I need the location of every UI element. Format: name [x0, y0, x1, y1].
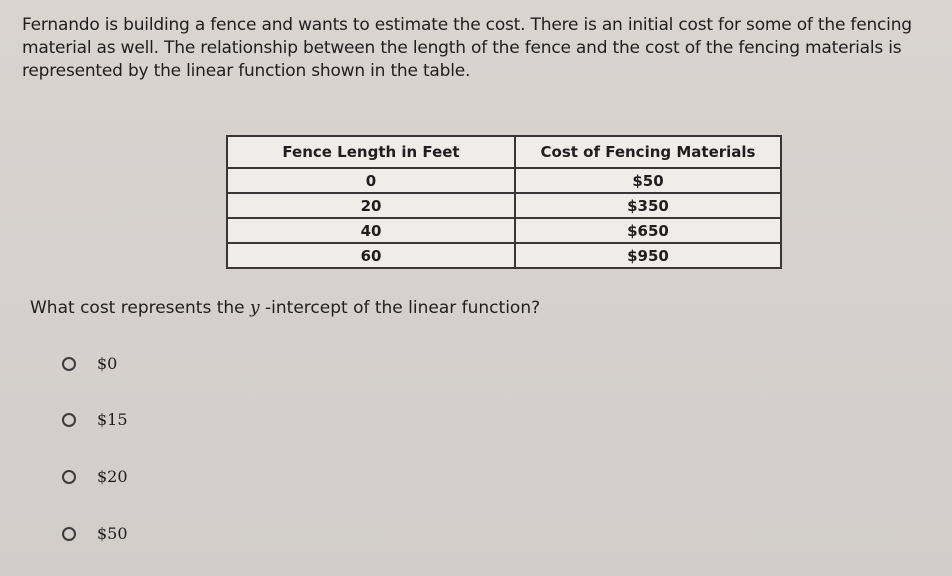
question-text — [30, 297, 540, 320]
answer-option-0[interactable] — [62, 354, 117, 373]
question-lead: What cost represents the — [30, 298, 251, 318]
radio-button[interactable] — [62, 470, 76, 484]
answer-option-20[interactable] — [62, 467, 128, 486]
question-tail: -intercept of the linear function? — [259, 298, 541, 318]
fence-cost-table — [226, 135, 782, 269]
cost-cell: $350 — [515, 193, 781, 218]
answer-label: $15 — [97, 410, 128, 429]
fence-length-cell: 20 — [227, 193, 515, 218]
table-row — [227, 193, 781, 218]
cost-cell: $950 — [515, 243, 781, 268]
answer-option-50[interactable] — [62, 524, 128, 543]
table-row — [227, 218, 781, 243]
table-row — [227, 168, 781, 193]
answer-label: $0 — [97, 354, 118, 373]
fence-length-cell: 0 — [227, 168, 515, 193]
radio-button[interactable] — [62, 413, 76, 427]
radio-button[interactable] — [62, 357, 76, 371]
radio-button[interactable] — [62, 527, 76, 541]
y-variable: y — [250, 298, 260, 318]
answer-label: $20 — [97, 467, 128, 486]
cost-cell: $50 — [515, 168, 781, 193]
cost-header: Cost of Fencing Materials — [515, 136, 781, 168]
answer-label: $50 — [97, 524, 128, 543]
table-header-row — [227, 136, 781, 168]
fence-length-cell: 40 — [227, 218, 515, 243]
fence-length-header: Fence Length in Feet — [227, 136, 515, 168]
cost-cell: $650 — [515, 218, 781, 243]
fence-length-cell: 60 — [227, 243, 515, 268]
problem-passage: Fernando is building a fence and wants to estimate the cost. There is an initial cost for some of the fencing material as well. The relationship between the length of the fence and the cost of the fencing materials is represented by the linear function shown in the table. — [22, 15, 912, 81]
answer-option-15[interactable] — [62, 410, 128, 429]
table-row — [227, 243, 781, 268]
